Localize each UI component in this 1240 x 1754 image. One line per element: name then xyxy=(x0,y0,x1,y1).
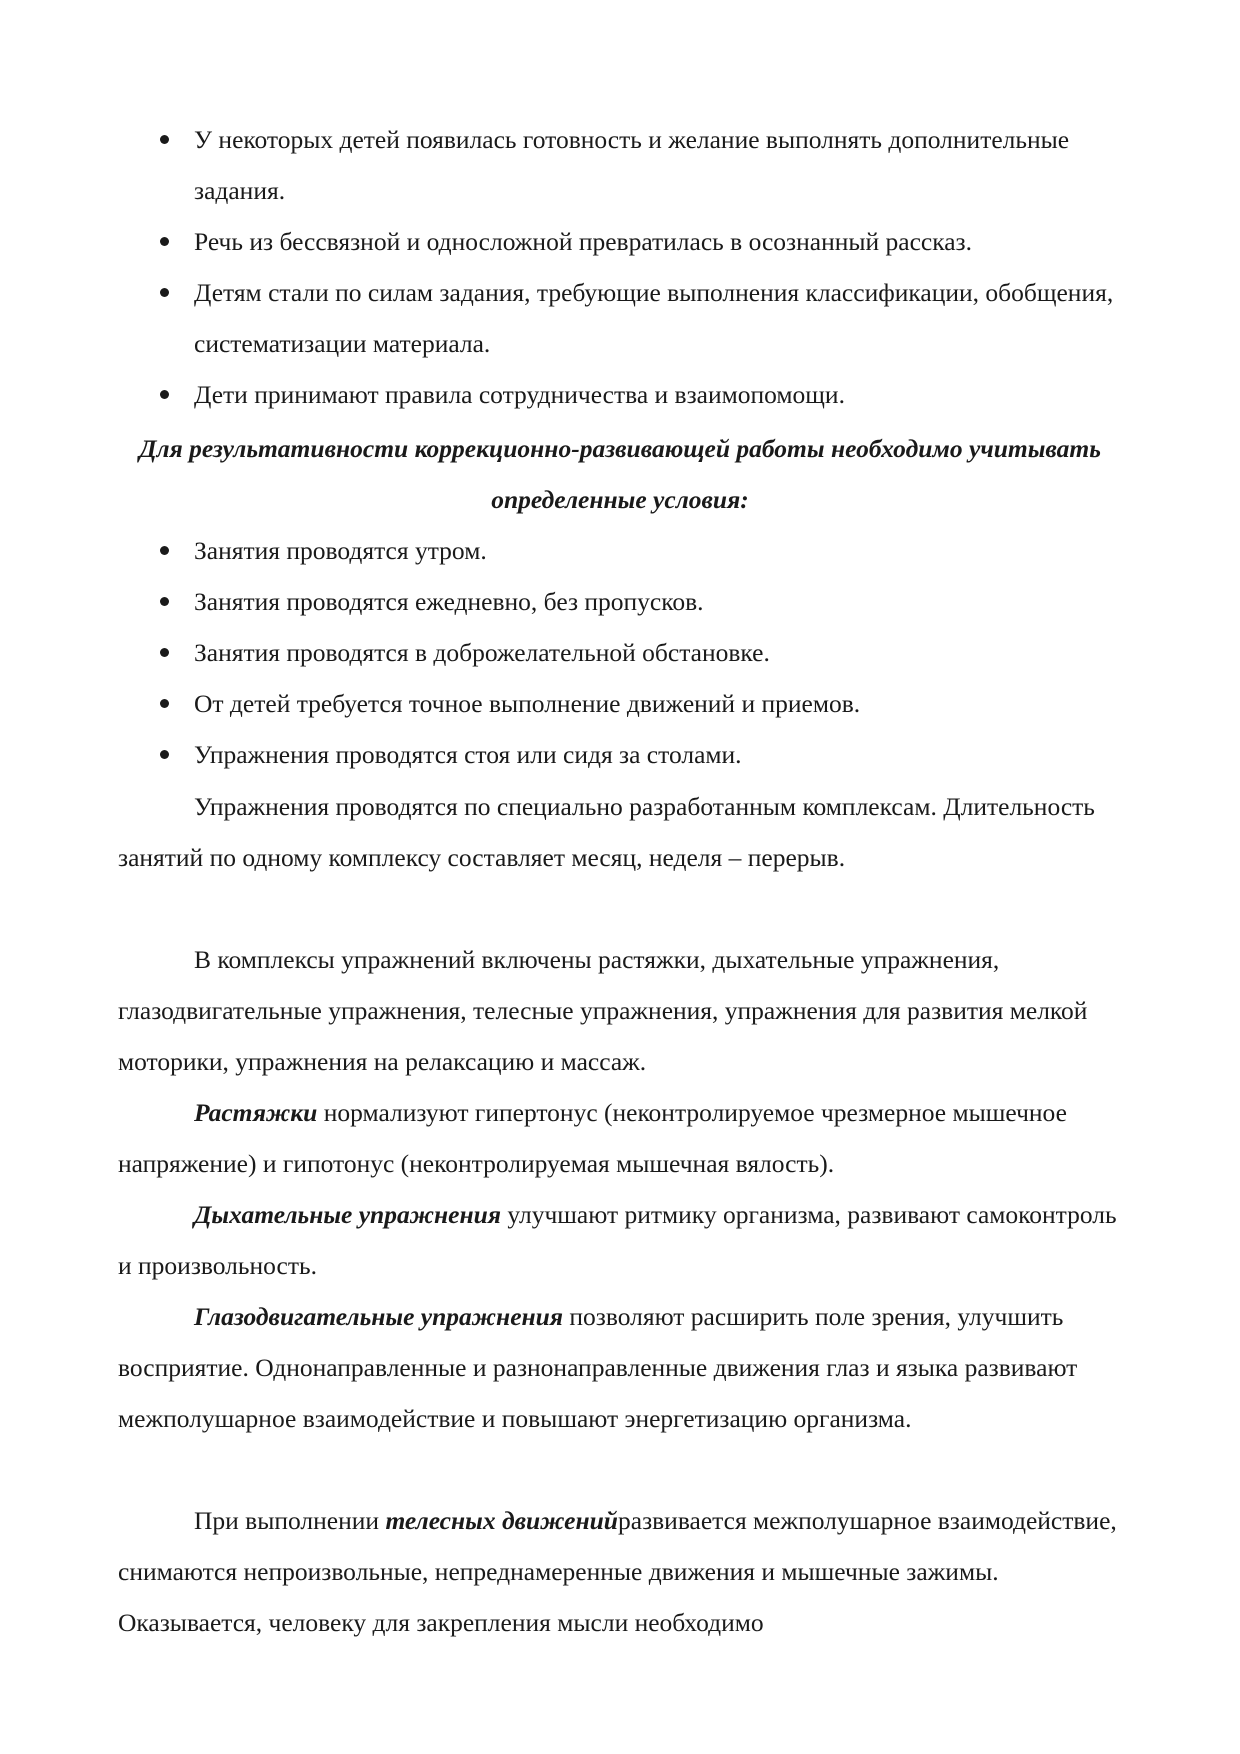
paragraph-text: нормализуют гипертонус (неконтролируемое чрезмерное мышечное напряжение) и гипотонус (неконтролируемая мышечная вялость). xyxy=(118,1098,1067,1178)
bullet-icon xyxy=(160,597,169,606)
bullet-icon xyxy=(160,546,169,555)
paragraph-text: развивается межполушарное взаимодействие, снимаются непроизвольные, непреднамеренные движения и мышечные зажимы. Оказывается, человеку для закрепления мысли необходимо xyxy=(118,1506,1117,1637)
list-item xyxy=(160,216,1120,267)
section-heading: Для результативности коррекционно-развивающей работы необходимо учитывать определенные условия: xyxy=(139,434,1101,514)
bullet-icon xyxy=(160,390,169,399)
list-item xyxy=(160,525,1120,576)
list-item-text: Упражнения проводятся стоя или сидя за столами. xyxy=(194,740,742,769)
paragraph-text: Упражнения проводятся по специально разработанным комплексам. Длительность занятий по одному комплексу составляет месяц, неделя – перерыв. xyxy=(118,792,1095,872)
list-item-text: Занятия проводятся в доброжелательной обстановке. xyxy=(194,638,770,667)
paragraph-text: В комплексы упражнений включены растяжки, дыхательные упражнения, глазодвигательные упражнения, телесные упражнения, упражнения для развития мелкой моторики, упражнения на релаксацию и массаж. xyxy=(118,945,1088,1076)
paragraph-eye-movement xyxy=(118,1291,1122,1444)
paragraph-body-movements xyxy=(118,1495,1122,1648)
list-item xyxy=(160,627,1120,678)
list-item xyxy=(160,267,1120,369)
list-item-text: От детей требуется точное выполнение движений и приемов. xyxy=(194,689,861,718)
paragraph-stretching xyxy=(118,1087,1122,1189)
list-item-text: Занятия проводятся утром. xyxy=(194,536,487,565)
term-body-movements: телесных движений xyxy=(385,1506,618,1535)
list-item xyxy=(160,576,1120,627)
list-item-text: Речь из бессвязной и односложной превратилась в осознанный рассказ. xyxy=(194,227,972,256)
bullet-icon xyxy=(160,648,169,657)
list-item xyxy=(160,729,1120,780)
paragraph-lead: При выполнении xyxy=(194,1506,386,1535)
bullet-icon xyxy=(160,288,169,297)
term-breathing: Дыхательные упражнения xyxy=(194,1200,501,1229)
bullet-icon xyxy=(160,699,169,708)
list-item-text: У некоторых детей появилась готовность и желание выполнять дополнительные задания. xyxy=(194,125,1070,205)
list-item-text: Занятия проводятся ежедневно, без пропусков. xyxy=(194,587,704,616)
list-item xyxy=(160,678,1120,729)
term-eye-movement: Глазодвигательные упражнения xyxy=(194,1302,563,1331)
conditions-bullet-list xyxy=(160,525,1120,780)
results-bullet-list xyxy=(160,114,1120,420)
bullet-icon xyxy=(160,750,169,759)
list-item-text: Детям стали по силам задания, требующие выполнения классификации, обобщения, систематизации материала. xyxy=(194,278,1114,358)
term-stretching: Растяжки xyxy=(194,1098,318,1127)
bullet-icon xyxy=(160,237,169,246)
paragraph-breathing xyxy=(118,1189,1122,1291)
bullet-icon xyxy=(160,135,169,144)
paragraph-text: позволяют расширить поле зрения, улучшить восприятие. Однонаправленные и разнонаправленные движения глаз и языка развивают межполушарное взаимодействие и повышают энергетизацию организма. xyxy=(118,1302,1078,1433)
paragraph-text: улучшают ритмику организма, развивают самоконтроль и произвольность. xyxy=(118,1200,1117,1280)
list-item xyxy=(160,369,1120,420)
list-item xyxy=(160,114,1120,216)
paragraph-complexes xyxy=(118,781,1122,883)
paragraph-exercise-types xyxy=(118,934,1122,1087)
list-item-text: Дети принимают правила сотрудничества и взаимопомощи. xyxy=(194,380,845,409)
